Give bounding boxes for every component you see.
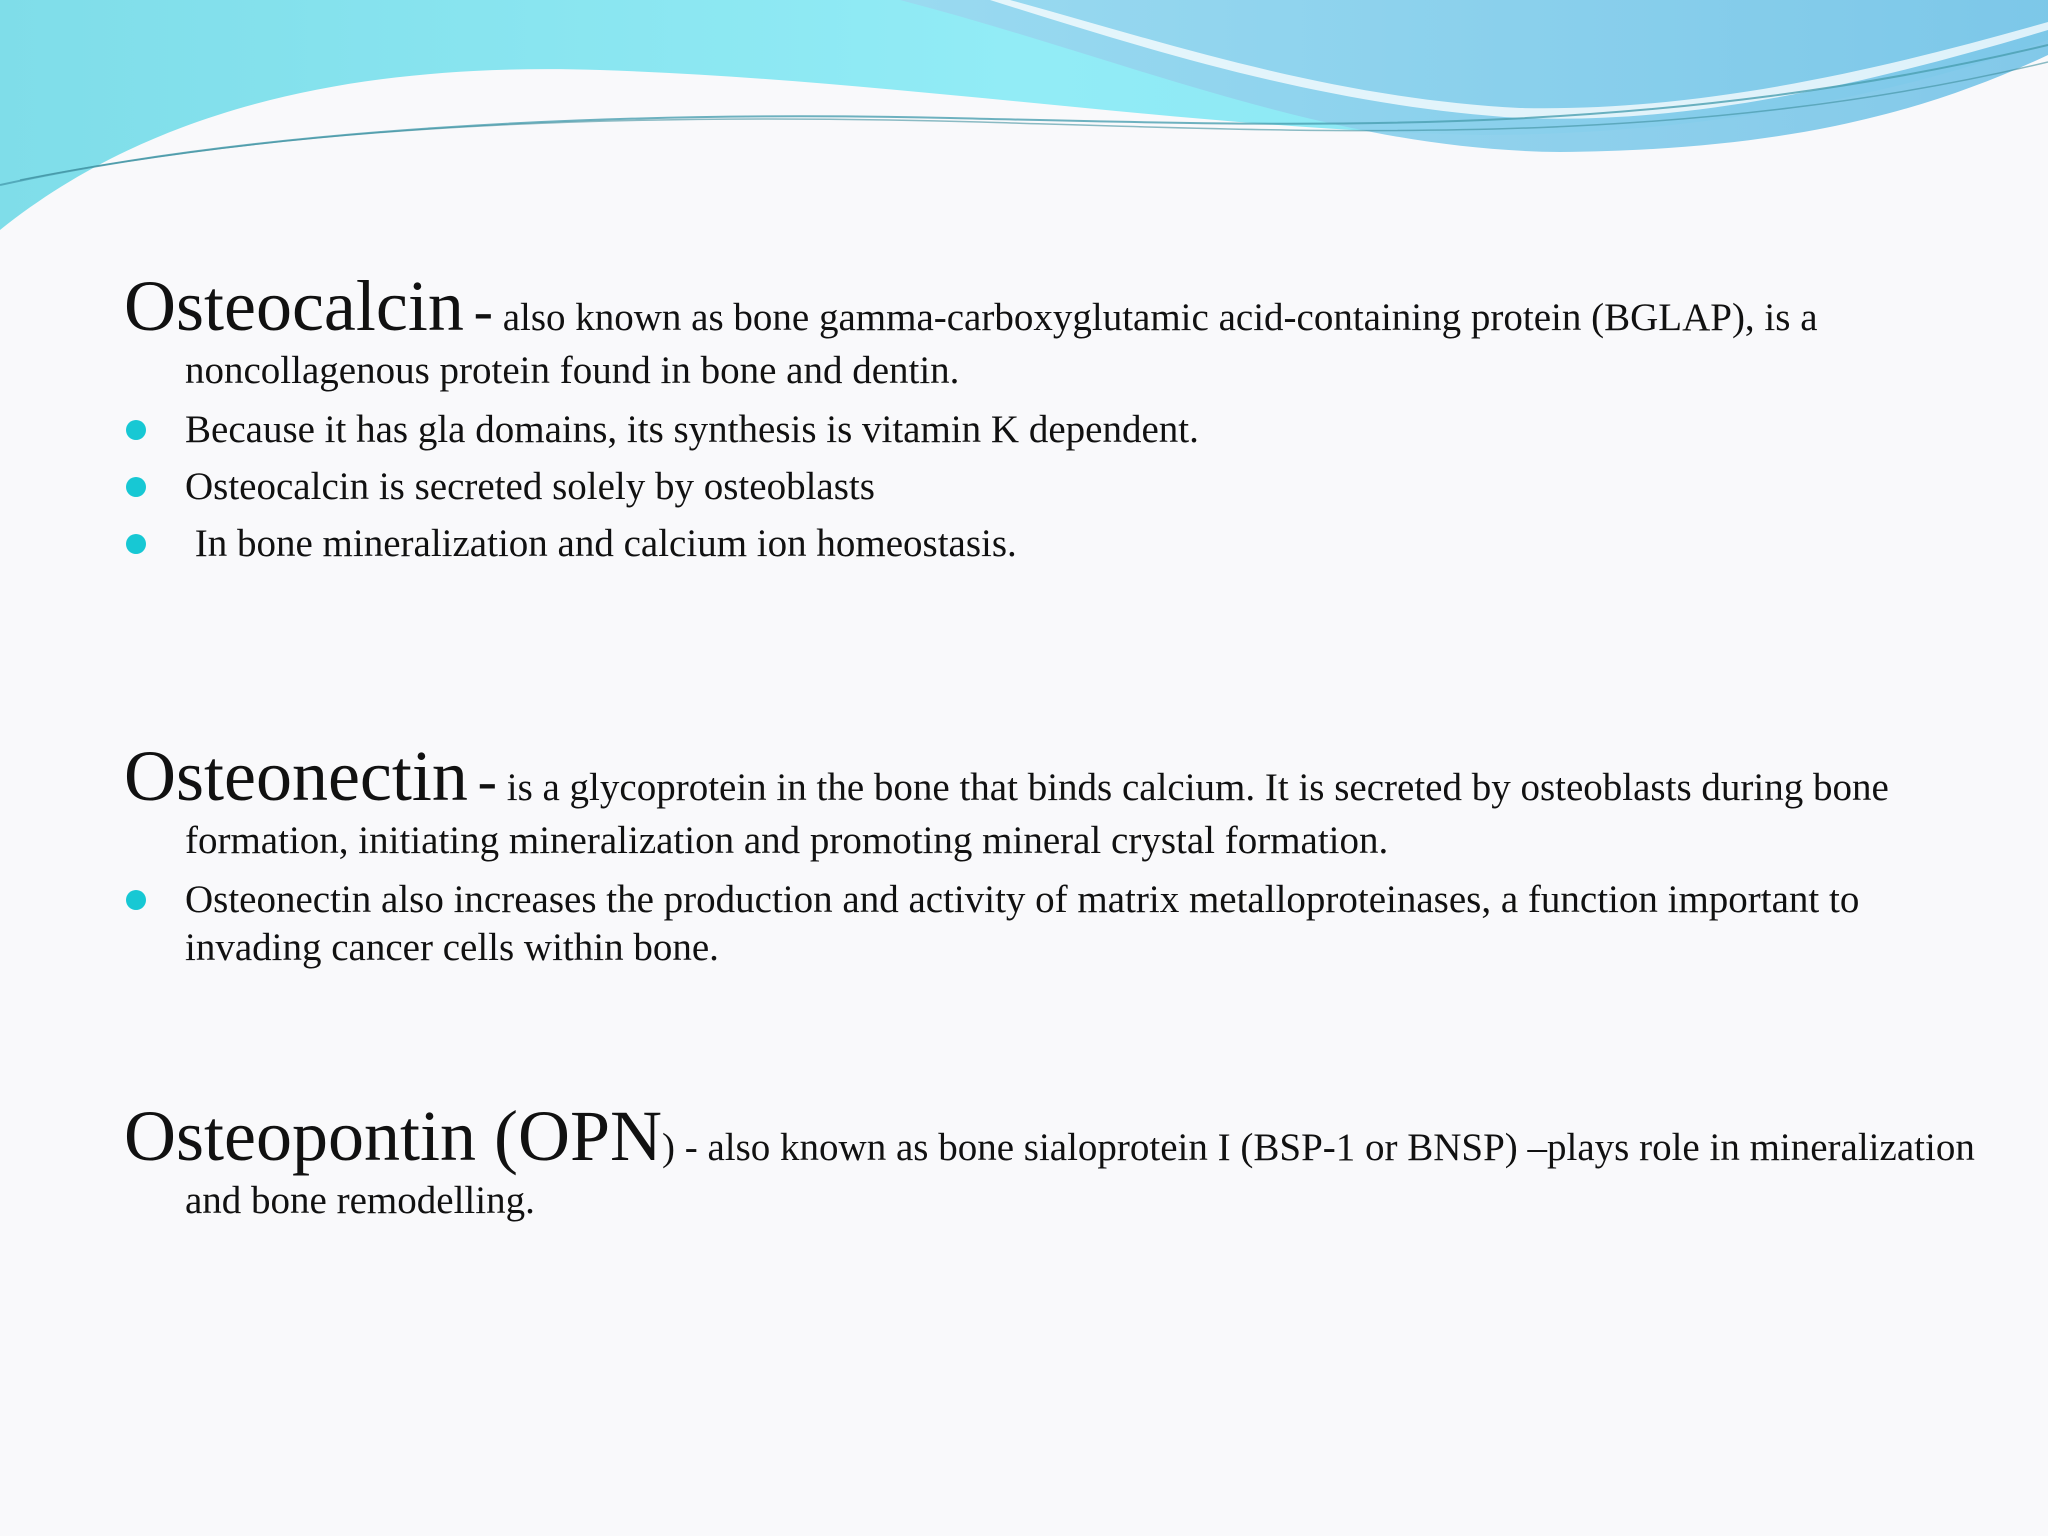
term-osteocalcin: Osteocalcin [124,266,464,346]
definition-text: also known as bone gamma-carboxyglutamic acid-containing protein (BGLAP), is a noncollagenous protein found in bone and dentin. [185,296,1818,392]
bullet-text: Osteocalcin is secreted solely by osteoblasts [185,465,875,508]
bullet-item [124,520,1984,568]
osteonectin-definition [124,736,1984,867]
term-osteonectin: Osteonectin [124,736,468,816]
osteocalcin-definition [124,266,1984,397]
definition-text: is a glycoprotein in the bone that binds calcium. It is secreted by osteoblasts during bone formation, initiating mineralization and promoting mineral crystal formation. [185,766,1889,862]
bullet-item [124,406,1984,454]
term-dash: ) - [662,1126,698,1169]
bullet-dot-icon [126,420,146,440]
definition-text: also known as bone sialoprotein I (BSP-1 or BNSP) –plays role in mineralization and bone remodelling. [185,1126,1975,1222]
bullet-dot-icon [126,534,146,554]
bullet-dot-icon [126,477,146,497]
term-dash: - [477,748,497,813]
header-wave-decoration [0,0,2048,240]
bullet-text: Osteonectin also increases the production and activity of matrix metalloproteinases, a function important to invading cancer cells within bone. [185,878,1860,969]
term-dash: - [473,278,493,343]
section-osteopontin [124,1096,1984,1227]
bullet-text: Because it has gla domains, its synthesis is vitamin K dependent. [185,408,1199,451]
bullet-item [124,463,1984,511]
bullet-dot-icon [126,890,146,910]
section-osteocalcin [124,266,1984,568]
bullet-item [124,876,1984,972]
section-osteonectin [124,736,1984,972]
term-osteopontin: Osteopontin (OPN [124,1096,662,1176]
bullet-text: In bone mineralization and calcium ion homeostasis. [185,522,1017,565]
osteopontin-definition [124,1096,1984,1227]
